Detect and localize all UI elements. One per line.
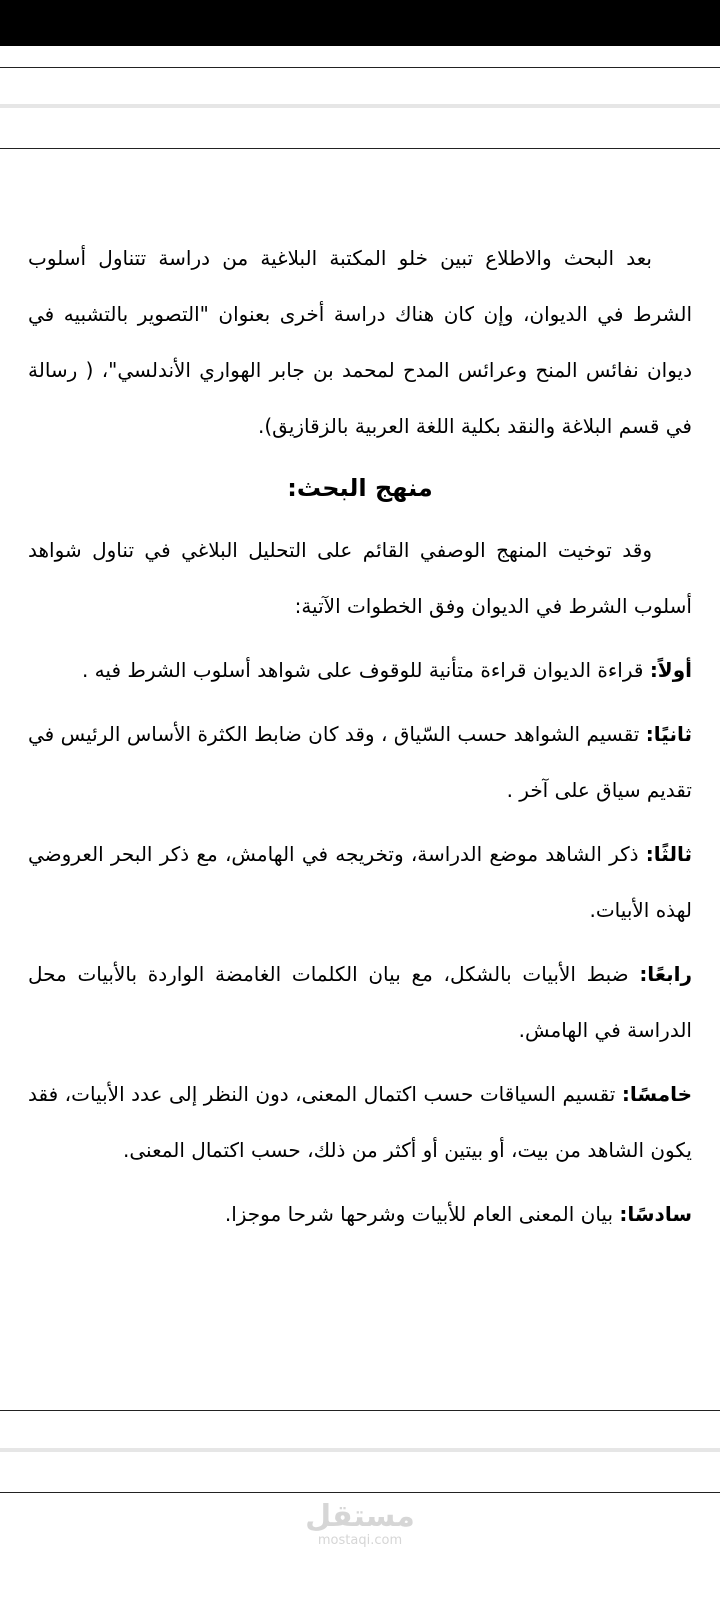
watermark-latin: mostaqi.com: [317, 1533, 403, 1548]
step-text: ذكر الشاهد موضع الدراسة، وتخريجه في الهامش، مع ذكر البحر العروضي لهذه الأبيات.: [28, 842, 692, 922]
step-label: ثالثًا:: [645, 842, 692, 866]
watermark-arabic: مستقل: [305, 1499, 415, 1534]
step-1: [28, 642, 692, 698]
step-text: بيان المعنى العام للأبيات وشرحها شرحا موجزا.: [224, 1202, 620, 1226]
intro-paragraph: بعد البحث والاطلاع تبين خلو المكتبة البلاغية من دراسة تتناول أسلوب الشرط في الديوان، وإن كان هناك دراسة أخرى بعنوان "التصوير بالتشبيه في ديوان نفائس المنح وعرائس المدح لمحمد بن جابر الهواري الأندلسي"، ( رسالة في قسم البلاغة والنقد بكلية اللغة العربية بالزقازيق).: [28, 246, 692, 438]
divider-top-1: [0, 67, 720, 68]
step-label: ثانيًا:: [645, 722, 692, 746]
step-text: تقسيم السياقات حسب اكتمال المعنى، دون النظر إلى عدد الأبيات، فقد يكون الشاهد من بيت، أو بيتين أو أكثر من ذلك، حسب اكتمال المعنى.: [28, 1082, 692, 1162]
divider-bottom-2: [0, 1492, 720, 1493]
step-label: خامسًا:: [621, 1082, 692, 1106]
watermark-logo: [0, 1500, 720, 1548]
step-label: سادسًا:: [619, 1202, 692, 1226]
divider-bottom-gray: [0, 1448, 720, 1452]
step-6: [28, 1186, 692, 1242]
step-label: رابعًا:: [639, 962, 692, 986]
step-5: [28, 1066, 692, 1178]
document-body: [28, 230, 692, 1242]
method-paragraph: وقد توخيت المنهج الوصفي القائم على التحليل البلاغي في تناول شواهد أسلوب الشرط في الديوان وفق الخطوات الآتية:: [28, 538, 692, 618]
divider-bottom-1: [0, 1410, 720, 1411]
step-label: أولاً:: [649, 658, 692, 682]
step-text: تقسيم الشواهد حسب السّياق ، وقد كان ضابط الكثرة الأساس الرئيس في تقديم سياق على آخر .: [28, 722, 692, 802]
top-status-bar: [0, 0, 720, 46]
step-text: ضبط الأبيات بالشكل، مع بيان الكلمات الغامضة الواردة بالأبيات محل الدراسة في الهامش.: [28, 962, 692, 1042]
step-text: قراءة الديوان قراءة متأنية للوقوف على شواهد أسلوب الشرط فيه .: [81, 658, 650, 682]
divider-top-gray: [0, 104, 720, 108]
section-heading: منهج البحث:: [287, 474, 433, 502]
divider-top-2: [0, 148, 720, 149]
step-4: [28, 946, 692, 1058]
step-3: [28, 826, 692, 938]
step-2: [28, 706, 692, 818]
